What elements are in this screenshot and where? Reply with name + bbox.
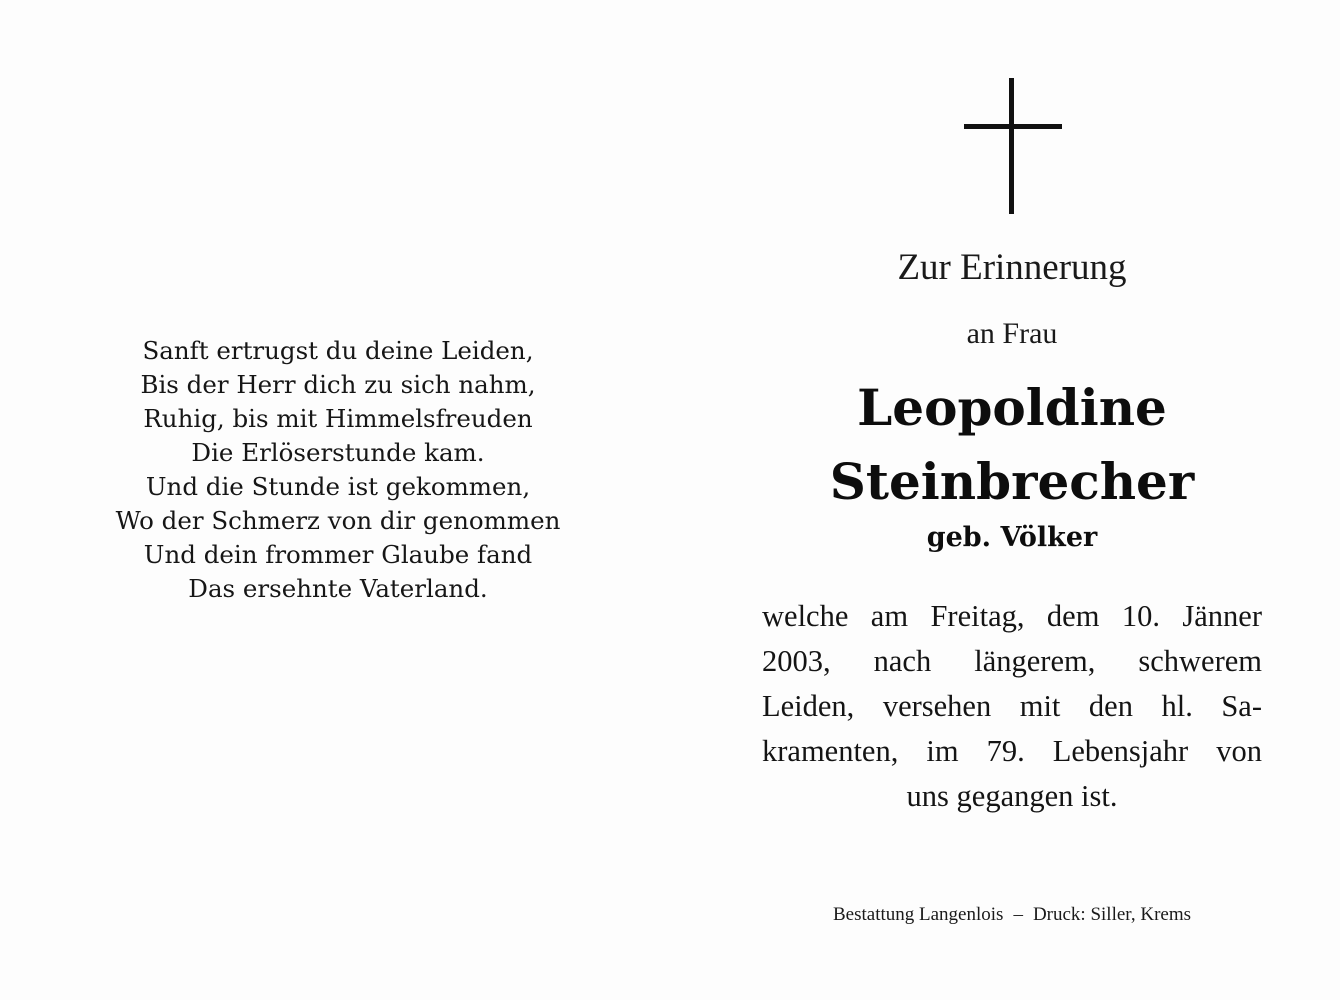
cross-icon bbox=[964, 78, 1062, 214]
notice-line: kramenten, im 79. Lebensjahr von bbox=[762, 734, 1262, 768]
printer-credit: Druck: Siller, Krems bbox=[1032, 904, 1192, 925]
deceased-birth-name: geb. Völker bbox=[926, 522, 1098, 553]
poem-line: Bis der Herr dich zu sich nahm, bbox=[140, 370, 536, 399]
right-page bbox=[670, 0, 1340, 1000]
salutation: an Frau bbox=[966, 317, 1058, 350]
cross-vertical-bar bbox=[1009, 78, 1014, 214]
deceased-last-name: Steinbrecher bbox=[829, 452, 1195, 511]
undertaker-credit: Bestattung Langenlois bbox=[832, 904, 1004, 925]
notice-line: 2003, nach längerem, schwerem bbox=[762, 644, 1262, 678]
memorial-poem bbox=[0, 334, 676, 606]
poem-line: Wo der Schmerz von dir genommen bbox=[115, 506, 561, 535]
poem-line: Und dein frommer Glaube fand bbox=[143, 540, 533, 569]
notice-line: uns gegangen ist. bbox=[906, 779, 1118, 813]
death-notice bbox=[762, 594, 1262, 819]
poem-line: Sanft ertrugst du deine Leiden, bbox=[142, 336, 534, 365]
poem-line: Ruhig, bis mit Himmelsfreuden bbox=[143, 404, 533, 433]
poem-line: Das ersehnte Vaterland. bbox=[188, 574, 488, 603]
poem-line: Die Erlöserstunde kam. bbox=[191, 438, 485, 467]
credit-separator: – bbox=[1013, 904, 1023, 925]
notice-line: Leiden, versehen mit den hl. Sa- bbox=[762, 689, 1262, 723]
notice-line: welche am Freitag, dem 10. Jänner bbox=[762, 599, 1262, 633]
memorial-title: Zur Erinnerung bbox=[897, 247, 1127, 288]
poem-line: Und die Stunde ist gekommen, bbox=[145, 472, 531, 501]
print-credits bbox=[782, 902, 1242, 928]
cross-horizontal-bar bbox=[964, 124, 1062, 129]
deceased-first-name: Leopoldine bbox=[857, 378, 1167, 437]
